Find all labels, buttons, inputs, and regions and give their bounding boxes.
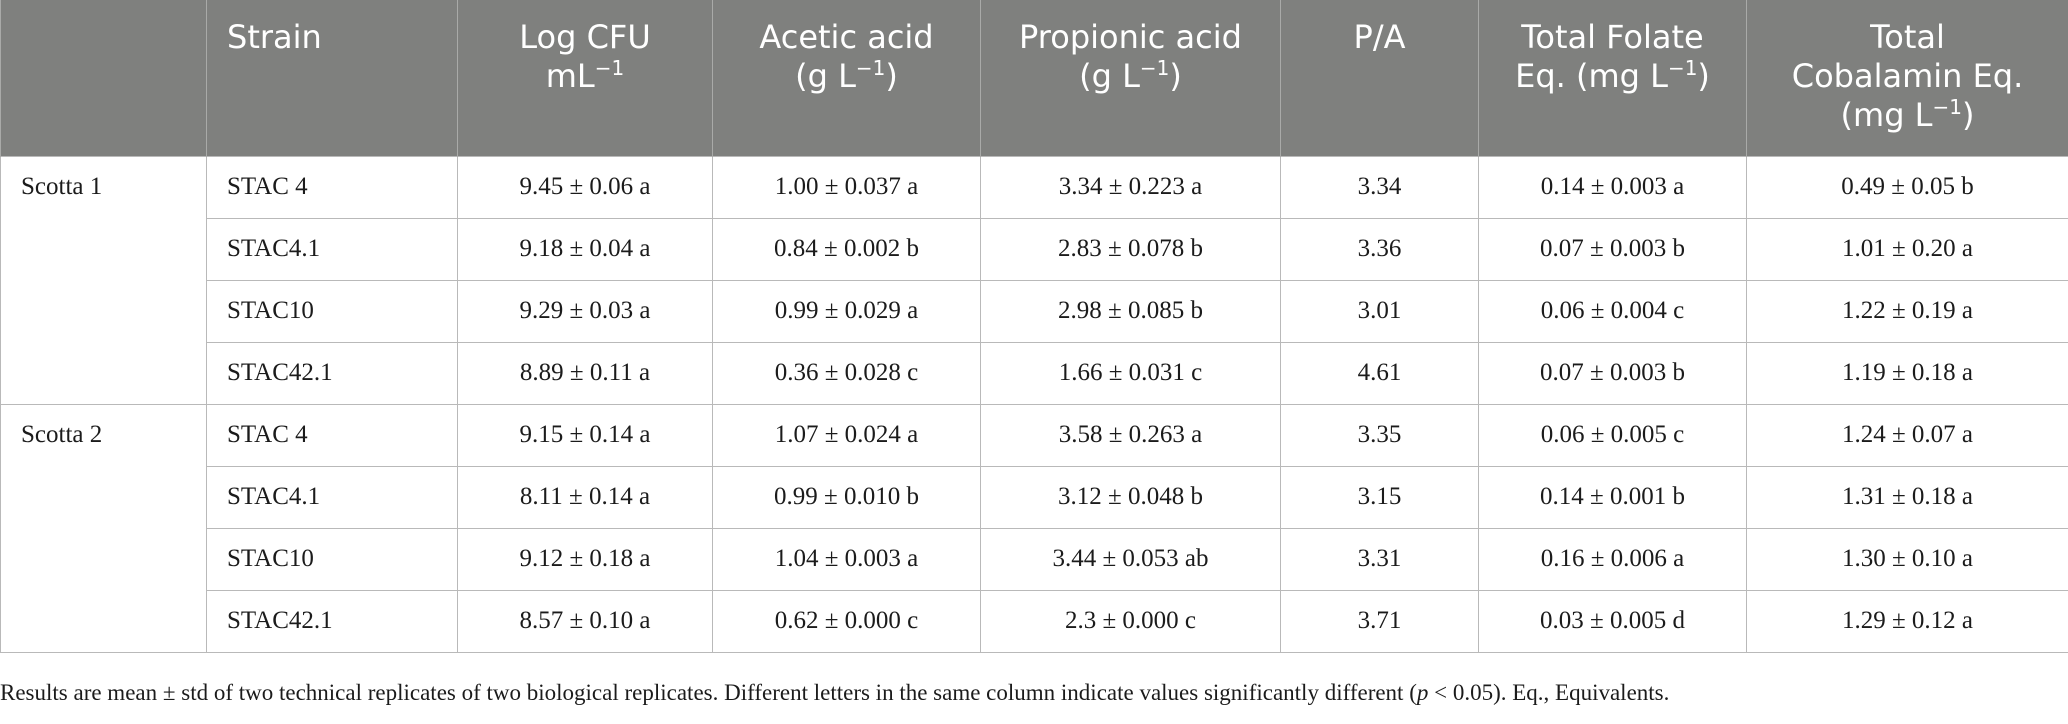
table-header — [1, 0, 2068, 156]
cell-strain: STAC4.1 — [207, 218, 458, 280]
cell-folate: 0.07 ± 0.003 b — [1479, 342, 1747, 404]
header-pa: P/A — [1281, 0, 1479, 156]
header-log-cfu-unit: mL — [545, 57, 595, 95]
table-footnote — [0, 680, 1669, 706]
cell-strain: STAC42.1 — [207, 590, 458, 652]
cell-log-cfu: 8.11 ± 0.14 a — [458, 466, 713, 528]
cell-cobalamin: 1.29 ± 0.12 a — [1747, 590, 2068, 652]
header-propionic — [981, 0, 1281, 156]
header-cobalamin-unit: (mg L — [1840, 96, 1933, 134]
cell-propionic: 3.58 ± 0.263 a — [981, 404, 1281, 466]
header-propionic-line2 — [991, 57, 1270, 96]
cell-pa: 4.61 — [1281, 342, 1479, 404]
header-acetic-exp: −1 — [855, 56, 886, 80]
table-body — [1, 156, 2068, 652]
cell-propionic: 3.34 ± 0.223 a — [981, 156, 1281, 218]
cell-pa: 3.31 — [1281, 528, 1479, 590]
header-folate — [1479, 0, 1747, 156]
cell-folate: 0.03 ± 0.005 d — [1479, 590, 1747, 652]
header-log-cfu — [458, 0, 713, 156]
cell-log-cfu: 9.15 ± 0.14 a — [458, 404, 713, 466]
table-row — [1, 466, 2068, 528]
cell-acetic: 0.62 ± 0.000 c — [713, 590, 981, 652]
cell-strain: STAC10 — [207, 528, 458, 590]
cell-log-cfu: 8.57 ± 0.10 a — [458, 590, 713, 652]
cell-cobalamin: 0.49 ± 0.05 b — [1747, 156, 2068, 218]
cell-propionic: 3.44 ± 0.053 ab — [981, 528, 1281, 590]
header-row — [1, 0, 2068, 156]
table-row — [1, 218, 2068, 280]
cell-log-cfu: 9.18 ± 0.04 a — [458, 218, 713, 280]
cell-cobalamin: 1.19 ± 0.18 a — [1747, 342, 2068, 404]
cell-propionic: 2.98 ± 0.085 b — [981, 280, 1281, 342]
header-propionic-close: ) — [1169, 57, 1182, 95]
cell-log-cfu: 9.29 ± 0.03 a — [458, 280, 713, 342]
header-propionic-line1: Propionic acid — [1019, 18, 1242, 56]
header-acetic-line2 — [723, 57, 970, 96]
cell-strain: STAC 4 — [207, 156, 458, 218]
cell-folate: 0.16 ± 0.006 a — [1479, 528, 1747, 590]
cell-pa: 3.34 — [1281, 156, 1479, 218]
header-acetic-close: ) — [885, 57, 898, 95]
cell-acetic: 1.00 ± 0.037 a — [713, 156, 981, 218]
footnote-text-start: Results are mean ± std of two technical replicates of two biological replicates. Different letters in the same column indicate values significantly different ( — [0, 680, 1417, 705]
cell-folate: 0.14 ± 0.001 b — [1479, 466, 1747, 528]
cell-folate: 0.07 ± 0.003 b — [1479, 218, 1747, 280]
cell-acetic: 1.07 ± 0.024 a — [713, 404, 981, 466]
cell-cobalamin: 1.22 ± 0.19 a — [1747, 280, 2068, 342]
header-strain: Strain — [207, 0, 458, 156]
cell-log-cfu: 8.89 ± 0.11 a — [458, 342, 713, 404]
table-row — [1, 280, 2068, 342]
cell-acetic: 0.36 ± 0.028 c — [713, 342, 981, 404]
cell-strain: STAC10 — [207, 280, 458, 342]
header-cobalamin — [1747, 0, 2068, 156]
cell-propionic: 2.83 ± 0.078 b — [981, 218, 1281, 280]
table-row — [1, 404, 2068, 466]
header-log-cfu-line1: Log CFU — [519, 18, 651, 56]
cell-folate: 0.14 ± 0.003 a — [1479, 156, 1747, 218]
header-group — [1, 0, 207, 156]
cell-pa: 3.36 — [1281, 218, 1479, 280]
header-log-cfu-line2 — [468, 57, 702, 96]
cell-acetic: 0.84 ± 0.002 b — [713, 218, 981, 280]
header-folate-exp: −1 — [1667, 56, 1698, 80]
cell-pa: 3.71 — [1281, 590, 1479, 652]
header-folate-line2 — [1489, 57, 1736, 96]
cell-propionic: 1.66 ± 0.031 c — [981, 342, 1281, 404]
header-propionic-unit: (g L — [1079, 57, 1140, 95]
footnote-text-end: < 0.05). Eq., Equivalents. — [1428, 680, 1670, 705]
header-folate-close: ) — [1697, 57, 1710, 95]
header-cobalamin-line3 — [1757, 96, 2058, 135]
table-row — [1, 342, 2068, 404]
cell-strain: STAC42.1 — [207, 342, 458, 404]
cell-cobalamin: 1.31 ± 0.18 a — [1747, 466, 2068, 528]
header-folate-line1: Total Folate — [1521, 18, 1704, 56]
header-acetic — [713, 0, 981, 156]
cell-cobalamin: 1.01 ± 0.20 a — [1747, 218, 2068, 280]
cell-acetic: 0.99 ± 0.010 b — [713, 466, 981, 528]
header-log-cfu-exp: −1 — [594, 56, 625, 80]
cell-strain: STAC4.1 — [207, 466, 458, 528]
header-folate-unit: Eq. (mg L — [1515, 57, 1668, 95]
header-cobalamin-close: ) — [1961, 96, 1975, 134]
table-row — [1, 528, 2068, 590]
header-propionic-exp: −1 — [1139, 56, 1170, 80]
header-cobalamin-line1: Total — [1870, 18, 1945, 56]
cell-pa: 3.35 — [1281, 404, 1479, 466]
cell-propionic: 2.3 ± 0.000 c — [981, 590, 1281, 652]
header-acetic-unit: (g L — [795, 57, 856, 95]
cell-cobalamin: 1.24 ± 0.07 a — [1747, 404, 2068, 466]
cell-group-label: Scotta 1 — [1, 156, 207, 404]
header-acetic-line1: Acetic acid — [759, 18, 934, 56]
footnote-p-symbol: p — [1416, 680, 1429, 705]
cell-folate: 0.06 ± 0.005 c — [1479, 404, 1747, 466]
table-row — [1, 156, 2068, 218]
header-cobalamin-line2: Cobalamin Eq. — [1791, 57, 2024, 95]
cell-log-cfu: 9.12 ± 0.18 a — [458, 528, 713, 590]
cell-propionic: 3.12 ± 0.048 b — [981, 466, 1281, 528]
cell-acetic: 0.99 ± 0.029 a — [713, 280, 981, 342]
cell-folate: 0.06 ± 0.004 c — [1479, 280, 1747, 342]
cell-cobalamin: 1.30 ± 0.10 a — [1747, 528, 2068, 590]
cell-pa: 3.01 — [1281, 280, 1479, 342]
header-cobalamin-exp: −1 — [1932, 95, 1962, 119]
table-row — [1, 590, 2068, 652]
cell-group-label: Scotta 2 — [1, 404, 207, 652]
cell-acetic: 1.04 ± 0.003 a — [713, 528, 981, 590]
cell-pa: 3.15 — [1281, 466, 1479, 528]
cell-strain: STAC 4 — [207, 404, 458, 466]
cell-log-cfu: 9.45 ± 0.06 a — [458, 156, 713, 218]
